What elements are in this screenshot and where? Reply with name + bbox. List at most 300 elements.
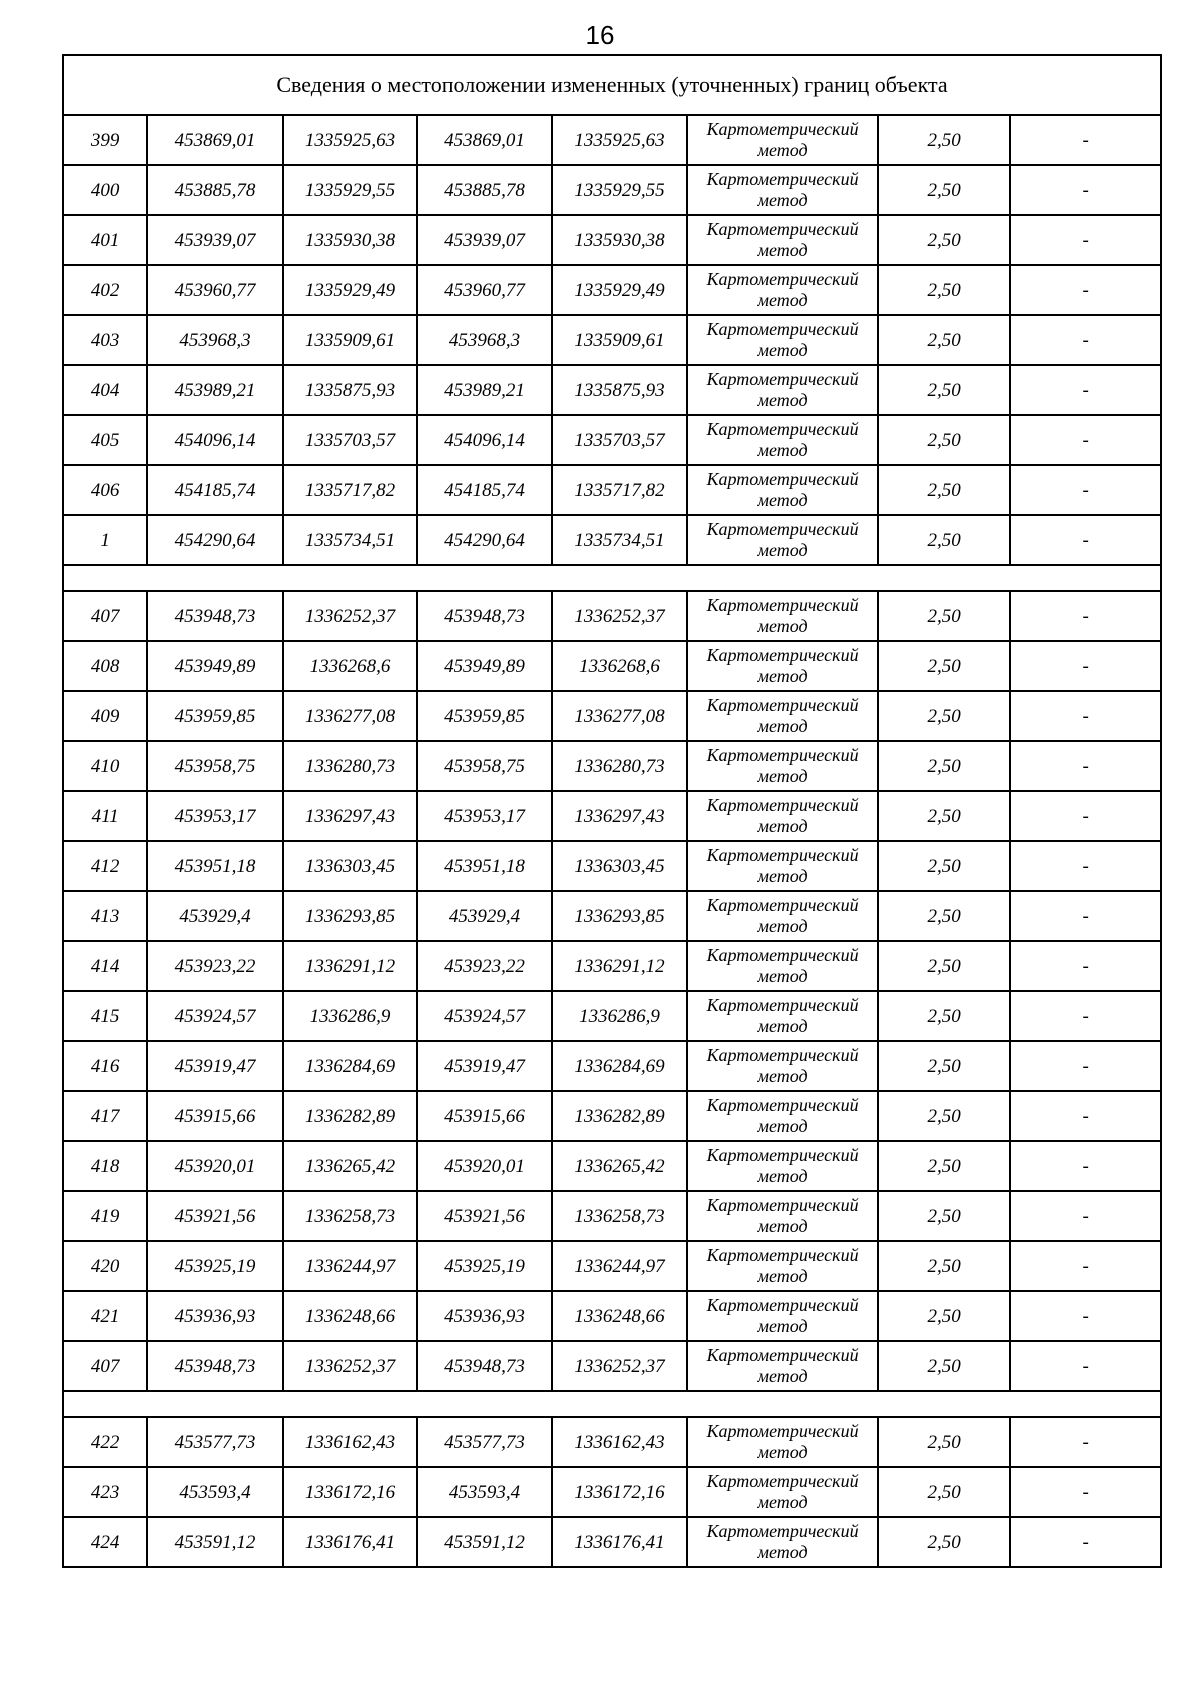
accuracy-cell: 2,50 (878, 741, 1010, 791)
table-row (63, 741, 1161, 791)
accuracy-cell: 2,50 (878, 465, 1010, 515)
x-refined-cell: 453948,73 (417, 1341, 551, 1391)
method-cell (687, 115, 878, 165)
point-number-cell: 407 (63, 591, 147, 641)
boundary-coordinates-table (62, 54, 1162, 1568)
method-cell (687, 465, 878, 515)
x-existing-cell: 453919,47 (147, 1041, 282, 1091)
table-row (63, 1191, 1161, 1241)
method-cell (687, 165, 878, 215)
table-row (63, 1241, 1161, 1291)
page-number: 16 (585, 20, 615, 50)
x-refined-cell: 453577,73 (417, 1417, 551, 1467)
table-row (63, 165, 1161, 215)
table-row (63, 1417, 1161, 1467)
accuracy-cell: 2,50 (878, 415, 1010, 465)
method-cell (687, 941, 878, 991)
accuracy-cell: 2,50 (878, 591, 1010, 641)
method-cell (687, 1041, 878, 1091)
method-line-1: Картометрический (706, 1471, 859, 1491)
note-cell: - (1010, 215, 1161, 265)
method-line-1: Картометрический (706, 1521, 859, 1541)
x-existing-cell: 453885,78 (147, 165, 282, 215)
method-line-1: Картометрический (706, 1295, 859, 1315)
point-number-cell: 407 (63, 1341, 147, 1391)
method-cell (687, 1091, 878, 1141)
table-row (63, 841, 1161, 891)
x-existing-cell: 453958,75 (147, 741, 282, 791)
table-row (63, 591, 1161, 641)
y-existing-cell: 1336265,42 (283, 1141, 417, 1191)
method-line-2: метод (757, 390, 808, 410)
note-cell: - (1010, 1141, 1161, 1191)
table-row (63, 215, 1161, 265)
table-row (63, 991, 1161, 1041)
accuracy-cell: 2,50 (878, 1341, 1010, 1391)
method-line-2: метод (757, 1366, 808, 1386)
y-existing-cell: 1336248,66 (283, 1291, 417, 1341)
y-existing-cell: 1335929,49 (283, 265, 417, 315)
method-cell (687, 841, 878, 891)
x-existing-cell: 453959,85 (147, 691, 282, 741)
x-refined-cell: 453921,56 (417, 1191, 551, 1241)
accuracy-cell: 2,50 (878, 1291, 1010, 1341)
y-existing-cell: 1336244,97 (283, 1241, 417, 1291)
point-number-cell: 1 (63, 515, 147, 565)
method-line-1: Картометрический (706, 1045, 859, 1065)
table-row (63, 1091, 1161, 1141)
table-row (63, 315, 1161, 365)
table-row (63, 941, 1161, 991)
accuracy-cell: 2,50 (878, 365, 1010, 415)
note-cell: - (1010, 465, 1161, 515)
point-number-cell: 411 (63, 791, 147, 841)
note-cell: - (1010, 415, 1161, 465)
x-refined-cell: 453885,78 (417, 165, 551, 215)
y-refined-cell: 1335717,82 (552, 465, 687, 515)
x-existing-cell: 453953,17 (147, 791, 282, 841)
x-refined-cell: 453915,66 (417, 1091, 551, 1141)
y-refined-cell: 1336286,9 (552, 991, 687, 1041)
x-existing-cell: 453923,22 (147, 941, 282, 991)
method-line-1: Картометрический (706, 645, 859, 665)
y-refined-cell: 1336293,85 (552, 891, 687, 941)
x-refined-cell: 453924,57 (417, 991, 551, 1041)
y-refined-cell: 1336244,97 (552, 1241, 687, 1291)
y-refined-cell: 1336303,45 (552, 841, 687, 891)
y-existing-cell: 1335717,82 (283, 465, 417, 515)
y-existing-cell: 1335875,93 (283, 365, 417, 415)
method-cell (687, 515, 878, 565)
note-cell: - (1010, 591, 1161, 641)
method-cell (687, 1417, 878, 1467)
x-refined-cell: 453593,4 (417, 1467, 551, 1517)
method-line-2: метод (757, 866, 808, 886)
x-refined-cell: 453869,01 (417, 115, 551, 165)
accuracy-cell: 2,50 (878, 1141, 1010, 1191)
point-number-cell: 408 (63, 641, 147, 691)
note-cell: - (1010, 941, 1161, 991)
x-refined-cell: 454185,74 (417, 465, 551, 515)
table-row (63, 115, 1161, 165)
method-line-2: метод (757, 1216, 808, 1236)
point-number-cell: 412 (63, 841, 147, 891)
x-refined-cell: 453989,21 (417, 365, 551, 415)
y-refined-cell: 1336252,37 (552, 591, 687, 641)
method-line-1: Картометрический (706, 745, 859, 765)
contour-separator-row (63, 565, 1161, 591)
x-existing-cell: 453577,73 (147, 1417, 282, 1467)
x-existing-cell: 453925,19 (147, 1241, 282, 1291)
point-number-cell: 406 (63, 465, 147, 515)
method-line-1: Картометрический (706, 945, 859, 965)
accuracy-cell: 2,50 (878, 1041, 1010, 1091)
accuracy-cell: 2,50 (878, 691, 1010, 741)
accuracy-cell: 2,50 (878, 215, 1010, 265)
y-refined-cell: 1336176,41 (552, 1517, 687, 1567)
point-number-cell: 419 (63, 1191, 147, 1241)
y-refined-cell: 1336248,66 (552, 1291, 687, 1341)
method-line-1: Картометрический (706, 1345, 859, 1365)
x-existing-cell: 454290,64 (147, 515, 282, 565)
x-existing-cell: 453921,56 (147, 1191, 282, 1241)
method-line-2: метод (757, 240, 808, 260)
x-refined-cell: 454096,14 (417, 415, 551, 465)
method-cell (687, 1191, 878, 1241)
y-refined-cell: 1335734,51 (552, 515, 687, 565)
point-number-cell: 417 (63, 1091, 147, 1141)
y-refined-cell: 1336277,08 (552, 691, 687, 741)
method-line-1: Картометрический (706, 695, 859, 715)
method-cell (687, 1517, 878, 1567)
x-refined-cell: 453953,17 (417, 791, 551, 841)
accuracy-cell: 2,50 (878, 1417, 1010, 1467)
x-refined-cell: 453591,12 (417, 1517, 551, 1567)
x-existing-cell: 453924,57 (147, 991, 282, 1041)
accuracy-cell: 2,50 (878, 1091, 1010, 1141)
accuracy-cell: 2,50 (878, 1191, 1010, 1241)
x-refined-cell: 453923,22 (417, 941, 551, 991)
x-existing-cell: 453960,77 (147, 265, 282, 315)
note-cell: - (1010, 791, 1161, 841)
accuracy-cell: 2,50 (878, 165, 1010, 215)
point-number-cell: 409 (63, 691, 147, 741)
accuracy-cell: 2,50 (878, 941, 1010, 991)
x-refined-cell: 453960,77 (417, 265, 551, 315)
method-line-2: метод (757, 766, 808, 786)
y-existing-cell: 1336277,08 (283, 691, 417, 741)
contour-separator-row (63, 1391, 1161, 1417)
method-line-1: Картометрический (706, 895, 859, 915)
point-number-cell: 403 (63, 315, 147, 365)
method-line-1: Картометрический (706, 269, 859, 289)
method-line-1: Картометрический (706, 219, 859, 239)
y-refined-cell: 1335703,57 (552, 415, 687, 465)
method-line-2: метод (757, 1066, 808, 1086)
y-existing-cell: 1336293,85 (283, 891, 417, 941)
method-line-1: Картометрический (706, 1195, 859, 1215)
note-cell: - (1010, 691, 1161, 741)
point-number-cell: 410 (63, 741, 147, 791)
point-number-cell: 421 (63, 1291, 147, 1341)
x-existing-cell: 453593,4 (147, 1467, 282, 1517)
method-line-1: Картометрический (706, 595, 859, 615)
method-line-2: метод (757, 816, 808, 836)
y-refined-cell: 1336297,43 (552, 791, 687, 841)
y-existing-cell: 1336280,73 (283, 741, 417, 791)
point-number-cell: 423 (63, 1467, 147, 1517)
accuracy-cell: 2,50 (878, 115, 1010, 165)
x-refined-cell: 453959,85 (417, 691, 551, 741)
method-cell (687, 741, 878, 791)
y-existing-cell: 1335929,55 (283, 165, 417, 215)
method-line-2: метод (757, 540, 808, 560)
x-refined-cell: 453936,93 (417, 1291, 551, 1341)
table-row (63, 1341, 1161, 1391)
table-row (63, 515, 1161, 565)
method-cell (687, 1341, 878, 1391)
x-existing-cell: 453920,01 (147, 1141, 282, 1191)
y-refined-cell: 1336265,42 (552, 1141, 687, 1191)
x-existing-cell: 454096,14 (147, 415, 282, 465)
x-refined-cell: 453968,3 (417, 315, 551, 365)
y-refined-cell: 1335925,63 (552, 115, 687, 165)
accuracy-cell: 2,50 (878, 315, 1010, 365)
x-refined-cell: 453951,18 (417, 841, 551, 891)
note-cell: - (1010, 1091, 1161, 1141)
y-existing-cell: 1335930,38 (283, 215, 417, 265)
method-line-2: метод (757, 616, 808, 636)
note-cell: - (1010, 265, 1161, 315)
point-number-cell: 401 (63, 215, 147, 265)
x-existing-cell: 453948,73 (147, 591, 282, 641)
accuracy-cell: 2,50 (878, 791, 1010, 841)
x-refined-cell: 453920,01 (417, 1141, 551, 1191)
y-refined-cell: 1335909,61 (552, 315, 687, 365)
y-existing-cell: 1335909,61 (283, 315, 417, 365)
method-line-1: Картометрический (706, 845, 859, 865)
note-cell: - (1010, 841, 1161, 891)
x-existing-cell: 453989,21 (147, 365, 282, 415)
x-existing-cell: 453949,89 (147, 641, 282, 691)
x-refined-cell: 453948,73 (417, 591, 551, 641)
contour-separator-cell (63, 565, 1161, 591)
note-cell: - (1010, 741, 1161, 791)
note-cell: - (1010, 1341, 1161, 1391)
method-line-2: метод (757, 1542, 808, 1562)
y-existing-cell: 1336258,73 (283, 1191, 417, 1241)
method-line-1: Картометрический (706, 369, 859, 389)
method-line-2: метод (757, 1442, 808, 1462)
accuracy-cell: 2,50 (878, 891, 1010, 941)
point-number-cell: 420 (63, 1241, 147, 1291)
method-line-1: Картометрический (706, 319, 859, 339)
note-cell: - (1010, 515, 1161, 565)
method-line-2: метод (757, 490, 808, 510)
method-line-2: метод (757, 440, 808, 460)
method-line-1: Картометрический (706, 1245, 859, 1265)
table-row (63, 465, 1161, 515)
x-existing-cell: 453948,73 (147, 1341, 282, 1391)
point-number-cell: 416 (63, 1041, 147, 1091)
method-line-1: Картометрический (706, 795, 859, 815)
method-line-2: метод (757, 190, 808, 210)
x-refined-cell: 453939,07 (417, 215, 551, 265)
x-existing-cell: 453951,18 (147, 841, 282, 891)
y-refined-cell: 1336252,37 (552, 1341, 687, 1391)
y-refined-cell: 1336284,69 (552, 1041, 687, 1091)
y-existing-cell: 1336291,12 (283, 941, 417, 991)
y-existing-cell: 1336282,89 (283, 1091, 417, 1141)
y-refined-cell: 1336162,43 (552, 1417, 687, 1467)
y-refined-cell: 1335929,55 (552, 165, 687, 215)
method-cell (687, 891, 878, 941)
method-line-2: метод (757, 1166, 808, 1186)
method-cell (687, 365, 878, 415)
note-cell: - (1010, 1517, 1161, 1567)
y-existing-cell: 1335925,63 (283, 115, 417, 165)
y-existing-cell: 1335734,51 (283, 515, 417, 565)
table-row (63, 1141, 1161, 1191)
method-line-1: Картометрический (706, 1421, 859, 1441)
table-row (63, 641, 1161, 691)
table-row (63, 365, 1161, 415)
accuracy-cell: 2,50 (878, 515, 1010, 565)
table-row (63, 1517, 1161, 1567)
y-existing-cell: 1336252,37 (283, 1341, 417, 1391)
method-cell (687, 265, 878, 315)
table-row (63, 415, 1161, 465)
x-existing-cell: 453939,07 (147, 215, 282, 265)
method-line-1: Картометрический (706, 419, 859, 439)
method-cell (687, 591, 878, 641)
x-existing-cell: 453929,4 (147, 891, 282, 941)
point-number-cell: 418 (63, 1141, 147, 1191)
point-number-cell: 404 (63, 365, 147, 415)
note-cell: - (1010, 991, 1161, 1041)
method-cell (687, 991, 878, 1041)
method-line-2: метод (757, 966, 808, 986)
x-existing-cell: 453591,12 (147, 1517, 282, 1567)
y-existing-cell: 1335703,57 (283, 415, 417, 465)
point-number-cell: 402 (63, 265, 147, 315)
method-line-1: Картометрический (706, 519, 859, 539)
table-row (63, 265, 1161, 315)
accuracy-cell: 2,50 (878, 1467, 1010, 1517)
method-line-2: метод (757, 140, 808, 160)
y-existing-cell: 1336176,41 (283, 1517, 417, 1567)
y-existing-cell: 1336268,6 (283, 641, 417, 691)
y-existing-cell: 1336297,43 (283, 791, 417, 841)
table-row (63, 1467, 1161, 1517)
method-line-1: Картометрический (706, 1095, 859, 1115)
method-cell (687, 1291, 878, 1341)
note-cell: - (1010, 1291, 1161, 1341)
y-refined-cell: 1336282,89 (552, 1091, 687, 1141)
method-line-2: метод (757, 1492, 808, 1512)
y-existing-cell: 1336162,43 (283, 1417, 417, 1467)
table-row (63, 891, 1161, 941)
note-cell: - (1010, 365, 1161, 415)
y-refined-cell: 1336268,6 (552, 641, 687, 691)
point-number-cell: 400 (63, 165, 147, 215)
method-cell (687, 1241, 878, 1291)
method-line-1: Картометрический (706, 1145, 859, 1165)
y-refined-cell: 1336172,16 (552, 1467, 687, 1517)
method-line-2: метод (757, 1116, 808, 1136)
x-refined-cell: 453919,47 (417, 1041, 551, 1091)
accuracy-cell: 2,50 (878, 1517, 1010, 1567)
table-row (63, 691, 1161, 741)
method-cell (687, 791, 878, 841)
accuracy-cell: 2,50 (878, 841, 1010, 891)
x-existing-cell: 453869,01 (147, 115, 282, 165)
point-number-cell: 413 (63, 891, 147, 941)
table-row (63, 791, 1161, 841)
x-existing-cell: 453968,3 (147, 315, 282, 365)
method-line-2: метод (757, 916, 808, 936)
method-cell (687, 215, 878, 265)
method-cell (687, 415, 878, 465)
table-row (63, 1291, 1161, 1341)
point-number-cell: 414 (63, 941, 147, 991)
x-refined-cell: 453925,19 (417, 1241, 551, 1291)
y-existing-cell: 1336284,69 (283, 1041, 417, 1091)
note-cell: - (1010, 115, 1161, 165)
accuracy-cell: 2,50 (878, 265, 1010, 315)
x-existing-cell: 453936,93 (147, 1291, 282, 1341)
x-refined-cell: 454290,64 (417, 515, 551, 565)
method-line-2: метод (757, 666, 808, 686)
note-cell: - (1010, 1191, 1161, 1241)
method-line-2: метод (757, 716, 808, 736)
accuracy-cell: 2,50 (878, 641, 1010, 691)
x-refined-cell: 453958,75 (417, 741, 551, 791)
x-existing-cell: 453915,66 (147, 1091, 282, 1141)
x-existing-cell: 454185,74 (147, 465, 282, 515)
y-existing-cell: 1336303,45 (283, 841, 417, 891)
method-cell (687, 1141, 878, 1191)
contour-separator-cell (63, 1391, 1161, 1417)
method-cell (687, 691, 878, 741)
accuracy-cell: 2,50 (878, 991, 1010, 1041)
point-number-cell: 424 (63, 1517, 147, 1567)
method-line-1: Картометрический (706, 995, 859, 1015)
y-existing-cell: 1336252,37 (283, 591, 417, 641)
x-refined-cell: 453949,89 (417, 641, 551, 691)
y-refined-cell: 1336291,12 (552, 941, 687, 991)
method-line-2: метод (757, 290, 808, 310)
y-refined-cell: 1335929,49 (552, 265, 687, 315)
note-cell: - (1010, 315, 1161, 365)
table-row (63, 1041, 1161, 1091)
y-refined-cell: 1335875,93 (552, 365, 687, 415)
table-title: Сведения о местоположении измененных (уточненных) границ объекта (63, 55, 1161, 115)
method-cell (687, 1467, 878, 1517)
method-line-2: метод (757, 1016, 808, 1036)
method-cell (687, 641, 878, 691)
accuracy-cell: 2,50 (878, 1241, 1010, 1291)
note-cell: - (1010, 1041, 1161, 1091)
point-number-cell: 405 (63, 415, 147, 465)
note-cell: - (1010, 1467, 1161, 1517)
point-number-cell: 415 (63, 991, 147, 1041)
y-refined-cell: 1336280,73 (552, 741, 687, 791)
point-number-cell: 399 (63, 115, 147, 165)
method-line-2: метод (757, 1316, 808, 1336)
y-existing-cell: 1336286,9 (283, 991, 417, 1041)
x-refined-cell: 453929,4 (417, 891, 551, 941)
